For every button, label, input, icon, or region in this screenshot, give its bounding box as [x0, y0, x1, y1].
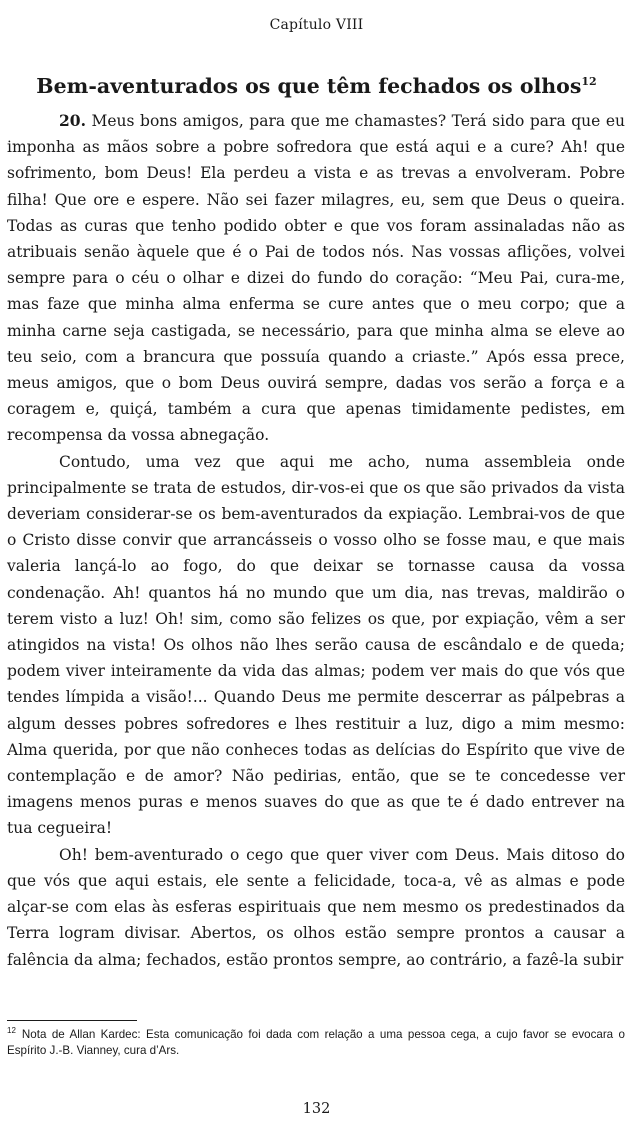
paragraph-number: 20.	[59, 111, 86, 130]
paragraph-2-text: Contudo, uma vez que aqui me acho, numa assembleia onde principalmente se trata de estudos, dir-vos-ei que os que são privados da vista deveriam considerar-se os bem-aventurados da expiação. Lembrai-vos de que o Cristo disse convir que arrancásseis o vosso olho se fosse mau, e que mais valeria lançá-lo ao fogo, do que deixar se tornasse causa da vossa condenação. Ah! quantos há no mundo que um dia, nas trevas, maldirão o terem visto a luz! Oh! sim, como são felizes os que, por expiação, vêm a ser atingidos na vista! Os olhos não lhes serão causa de escândalo e de queda; podem viver inteiramente da vida das almas; podem ver mais do que vós que tendes límpida a visão!... Quando Deus me permite descerrar as pálpebras a algum desses pobres sofredores e lhes restituir a luz, digo a mim mesmo: Alma querida, por que não conheces todas as delícias do Espírito que vive de contemplação e de amor? Não pedirias, então, que se te concedesse ver imagens menos puras e menos suaves do que as que te é dado entrever na tua cegueira!	[7, 452, 625, 838]
footnote-text: Nota de Allan Kardec: Esta comunicação foi dada com relação a uma pessoa cega, a cujo favor se evocara o Espírito J.-B. Vianney, cura d’Ars.	[7, 1028, 625, 1057]
footnote-mark: 12	[7, 1026, 16, 1036]
body-text	[7, 108, 625, 973]
paragraph-3	[7, 842, 625, 973]
footnote-divider	[7, 1020, 137, 1021]
footnote-reference[interactable]: 12	[581, 75, 597, 89]
page-number: 132	[302, 1101, 331, 1117]
section-title	[0, 74, 633, 98]
paragraph-3-text: Oh! bem-aventurado o cego que quer viver com Deus. Mais ditoso do que vós que aqui estais, ele sente a felicidade, toca-a, vê as almas e pode alçar-se com elas às esferas espirituais que nem mesmo os predestinados da Terra logram divisar. Abertos, os olhos estão sempre prontos a causar a falência da alma; fechados, estão prontos sempre, ao contrário, a fazê-la subir	[7, 845, 625, 969]
paragraph-1	[7, 108, 625, 449]
paragraph-2	[7, 449, 625, 842]
footnote	[7, 1027, 625, 1058]
running-head: Capítulo VIII	[269, 17, 364, 33]
section-title-text: Bem-aventurados os que têm fechados os olhos	[36, 74, 582, 98]
paragraph-1-text: Meus bons amigos, para que me chamastes? Terá sido para que eu imponha as mãos sobre a pobre sofredora que está aqui e a cure? Ah! que sofrimento, bom Deus! Ela perdeu a vista e as trevas a envolveram. Pobre filha! Que ore e espere. Não sei fazer milagres, eu, sem que Deus o queira. Todas as curas que tenho podido obter e que vos foram assinaladas não as atribuais senão àquele que é o Pai de todos nós. Nas vossas aflições, volvei sempre para o céu o olhar e dizei do fundo do coração: “Meu Pai, cura-me, mas faze que minha alma enferma se cure antes que o meu corpo; que a minha carne seja castigada, se necessário, para que minha alma se eleve ao teu seio, com a brancura que possuía quando a criaste.” Após essa prece, meus amigos, que o bom Deus ouvirá sempre, dadas vos serão a força e a coragem e, quiçá, também a cura que apenas timidamente pedistes, em recompensa da vossa abnegação.	[7, 112, 625, 445]
